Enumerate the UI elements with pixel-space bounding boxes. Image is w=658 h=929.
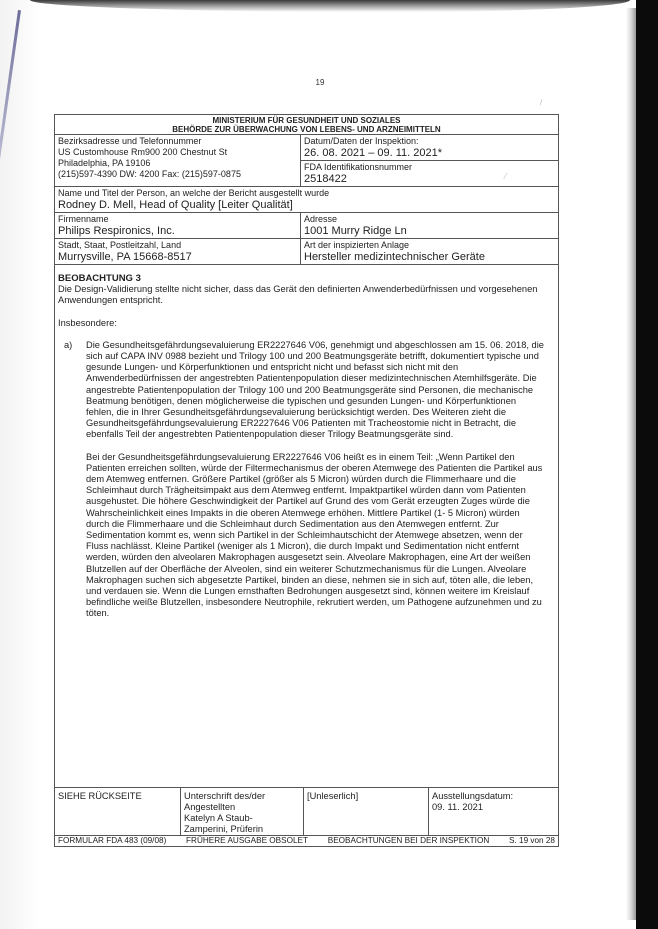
facility-type-label: Art der inspizierten Anlage bbox=[304, 240, 410, 250]
observation-title: BEOBACHTUNG 3 bbox=[58, 273, 141, 284]
city-value: Murrysville, PA 15668-8517 bbox=[58, 251, 192, 263]
issue-date-label: Ausstellungsdatum: bbox=[432, 791, 514, 801]
district-address-line1: US Customhouse Rm900 200 Chestnut St bbox=[58, 147, 228, 157]
item-marker: a) bbox=[64, 339, 73, 350]
inspection-dates-label: Datum/Daten der Inspektion: bbox=[304, 136, 419, 146]
form-header bbox=[55, 115, 558, 135]
footer-title: BEOBACHTUNGEN BEI DER INSPEKTION bbox=[327, 836, 490, 845]
pen-mark: / bbox=[540, 98, 543, 107]
district-cell bbox=[55, 135, 301, 186]
employee-name-2: Zamperini, Prüferin bbox=[184, 824, 264, 834]
scan-right-edge bbox=[636, 0, 658, 929]
address-cell bbox=[301, 213, 558, 238]
scan-top-shadow bbox=[30, 0, 630, 12]
pen-mark: ⁄ bbox=[505, 172, 507, 181]
issue-date-value: 09. 11. 2021 bbox=[432, 802, 484, 812]
signature-value: [Unleserlich] bbox=[307, 791, 359, 801]
employee-cell bbox=[181, 788, 304, 835]
page-number: 19 bbox=[315, 78, 325, 87]
firm-value: Philips Respironics, Inc. bbox=[58, 225, 175, 237]
form-footer bbox=[55, 836, 558, 847]
city-label: Stadt, Staat, Postleitzahl, Land bbox=[58, 240, 182, 250]
observation-intro: Die Design-Validierung stellte nicht sicher, dass das Gerät den definierten Anwenderbedürfnissen und vorgesehenen Anwendungen entspricht. bbox=[58, 284, 538, 306]
recipient-row bbox=[55, 187, 558, 213]
ministry-title: MINISTERIUM FÜR GESUNDHEIT UND SOZIALES bbox=[212, 116, 401, 125]
observation-body bbox=[55, 265, 558, 788]
fda-483-form bbox=[54, 114, 559, 847]
signature-row bbox=[55, 788, 558, 836]
firm-label: Firmenname bbox=[58, 214, 109, 224]
city-cell bbox=[55, 239, 301, 264]
address-value: 1001 Murry Ridge Ln bbox=[304, 225, 407, 237]
signature-cell bbox=[304, 788, 429, 835]
employee-name-1: Katelyn A Staub- bbox=[184, 813, 253, 823]
city-row bbox=[55, 239, 558, 265]
firm-row bbox=[55, 213, 558, 239]
employee-label-1: Unterschrift des/der bbox=[184, 791, 266, 801]
recipient-label: Name und Titel der Person, an welche der Bericht ausgestellt wurde bbox=[58, 188, 330, 198]
item-paragraph-2: Bei der Gesundheitsgefährdungsevaluierung ER2227646 V06 heißt es in einem Teil: „Wenn Partikel den Patienten erreichen sollten, würde der Filtermechanismus der oberen Atemwege des Patienten die Partikel aus dem Atemweg entfernen. Größere Partikel (größer als 5 Micron) würden durch die Flimmerhaare und die Schleimhaut durch Trägheitsimpakt aus dem Atemweg entfernt. Impaktpartikel würden dann vom Patienten ausgehustet. Die höhere Geschwindigkeit der Partikel auf Grund des vom Gerät erzeugten Zuges würde die Wahrscheinlichkeit eines Impakts in die oberen Atemwege erhöhen. Mittlere Partikel (1- 5 Micron) würden durch die Flimmerhaare und die Schleimhaut durch Sedimentation aus den Atemwegen entfernt. Zur Sedimentation kommt es, wenn sich Partikel in der Schleimhautschicht der Atemwege absetzen, wenn der Fluss nachlässt. Kleine Partikel (weniger als 1 Micron), die durch Impakt und Sedimentation nicht entfernt werden, würden den alveolaren Makrophagen ausgesetzt sein. Alveolare Makrophagen, eine Art der weißen Blutzellen auf der Oberfläche der Alveolen, sind ein weiterer Schutzmechanismus für die Lungen. Alveolare Makrophagen suchen sich abgesetzte Partikel, binden an diese, nehmen sie in sich auf, töten alle, die leben, und verdauen sie. Wenn die Lungen ernsthaften Bedrohungen ausgesetzt sind, können weitere im Kreislauf befindliche weiße Blutzellen, insbesondere Neutrophile, rekrutiert werden, um Pathogene aufzunehmen und zu töten. bbox=[86, 451, 543, 619]
form-id: FORMULAR FDA 483 (09/08) bbox=[58, 836, 167, 845]
obsolete-note: FRÜHERE AUSGABE OBSOLET bbox=[186, 836, 308, 845]
district-label: Bezirksadresse und Telefonnummer bbox=[58, 136, 202, 146]
fda-id-label: FDA Identifikationsnummer bbox=[304, 162, 413, 172]
recipient-cell bbox=[55, 187, 558, 212]
facility-type-cell bbox=[301, 239, 558, 264]
scan-left-margin bbox=[0, 0, 40, 929]
see-reverse-cell bbox=[55, 788, 181, 835]
item-body bbox=[86, 340, 555, 620]
recipient-value: Rodney D. Mell, Head of Quality [Leiter Qualität] bbox=[58, 199, 293, 211]
fda-id-value: 2518422 bbox=[304, 173, 347, 185]
see-reverse-label: SIEHE RÜCKSEITE bbox=[58, 791, 142, 801]
address-label: Adresse bbox=[304, 214, 338, 224]
observation-item-a bbox=[58, 340, 555, 620]
district-phone: (215)597-4390 DW: 4200 Fax: (215)597-0875 bbox=[58, 169, 241, 179]
footer-page: S. 19 von 28 bbox=[509, 836, 555, 845]
employee-label-2: Angestellten bbox=[184, 802, 236, 812]
inspection-dates bbox=[301, 135, 558, 161]
item-paragraph-1: Die Gesundheitsgefährdungsevaluierung ER2227646 V06, genehmigt und abgeschlossen am 15. 06. 2018, die sich auf CAPA INV 0988 bezieht und Trilogy 100 und 200 Beatmungsgeräte betrifft, dokumentiert typische und gesunde Lungen- und Körperfunktionen und entspricht nicht und befasst sich nicht mit den Anwenderbedürfnissen der angestrebten Patientenpopulation dieser medizintechnischen Atemhilfsgeräte. Die angestrebte Patientenpopulation der Trilogy 100 und 200 Beatmungsgeräte sind Personen, die mechanische Beatmung benötigen, denen möglicherweise die typischen und gesunden Lungen- und Körperfunktionen fehlen, die in Ihrer Gesundheitsgefährdungsevaluierung berücksichtigt werden. Des Weiteren zieht die Gesundheitsgefährdungsevaluierung ER2227646 V06 Patienten mit Tracheostomie nicht in Betracht, die ebenfalls Teil der angestrebten Patientenpopulation dieser Trilogy Beatmungsgeräte sind. bbox=[86, 339, 544, 440]
district-address-line2: Philadelphia, PA 19106 bbox=[58, 158, 151, 168]
inspection-info-cell bbox=[301, 135, 558, 186]
firm-cell bbox=[55, 213, 301, 238]
inspection-dates-value: 26. 08. 2021 – 09. 11. 2021* bbox=[304, 147, 443, 159]
fda-id bbox=[301, 161, 558, 186]
district-row bbox=[55, 135, 558, 187]
agency-title: BEHÖRDE ZUR ÜBERWACHUNG VON LEBENS- UND ARZNEIMITTELN bbox=[172, 125, 441, 134]
observation-specifically: Insbesondere: bbox=[58, 317, 117, 328]
facility-type-value: Hersteller medizintechnischer Geräte bbox=[304, 251, 485, 263]
issue-date-cell bbox=[429, 788, 558, 835]
